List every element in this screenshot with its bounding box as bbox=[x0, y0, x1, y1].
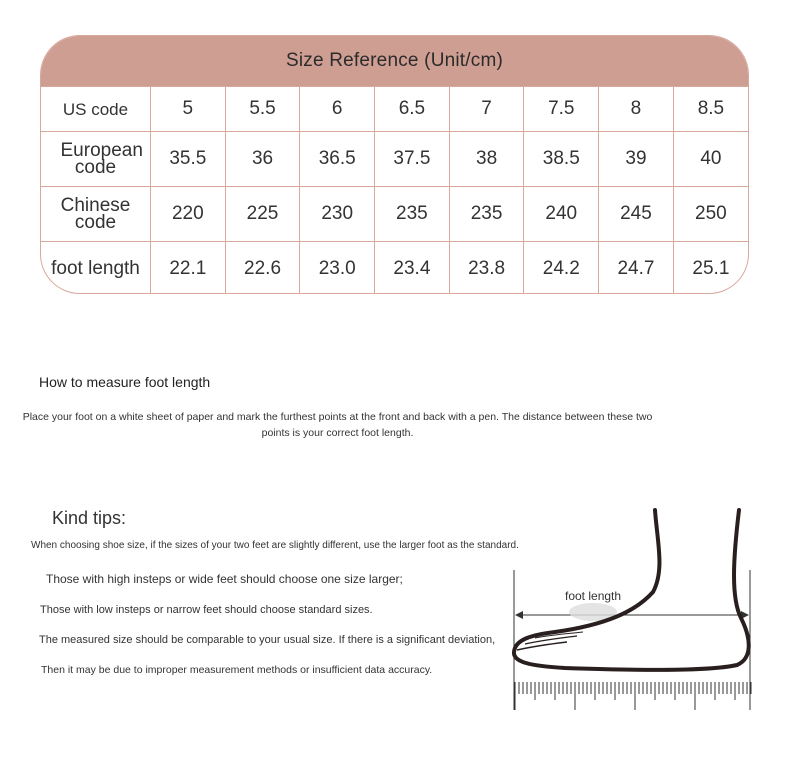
table-cell: 24.2 bbox=[524, 242, 599, 295]
row-label-us-code: US code bbox=[41, 87, 151, 132]
table-cell: 235 bbox=[449, 187, 524, 242]
table-cell: 6 bbox=[300, 87, 375, 132]
table-cell: 25.1 bbox=[692, 257, 730, 279]
table-row bbox=[41, 132, 748, 187]
table-cell: 220 bbox=[151, 187, 226, 242]
measure-instructions: Place your foot on a white sheet of paper and mark the furthest points at the front and back with a pen. The distance between these two points is your correct foot length. bbox=[22, 411, 653, 439]
row-label-chinese-code: Chinese code bbox=[41, 187, 151, 242]
table-cell: 39 bbox=[599, 132, 674, 187]
row-label-text: European code bbox=[60, 140, 143, 178]
table-cell: 7.5 bbox=[524, 87, 599, 132]
size-table-title: Size Reference (Unit/cm) bbox=[41, 36, 748, 87]
table-cell: 6.5 bbox=[375, 87, 450, 132]
tip-item: Those with low insteps or narrow feet should choose standard sizes. bbox=[40, 604, 373, 616]
size-reference-card bbox=[40, 35, 749, 294]
table-cell: 40 bbox=[673, 132, 748, 187]
table-cell: 5.5 bbox=[225, 87, 300, 132]
table-cell: 235 bbox=[375, 187, 450, 242]
foot-outline bbox=[514, 510, 749, 670]
ruler bbox=[515, 682, 751, 710]
table-cell: 38.5 bbox=[524, 132, 599, 187]
table-cell: 23.4 bbox=[375, 242, 450, 295]
table-cell: 250 bbox=[673, 187, 748, 242]
table-row bbox=[41, 242, 748, 295]
table-cell: 36 bbox=[225, 132, 300, 187]
arrow-left-head bbox=[515, 611, 523, 619]
foot-illustration bbox=[505, 500, 760, 720]
table-cell: 35.5 bbox=[151, 132, 226, 187]
tip-item: Then it may be due to improper measurement methods or insufficient data accuracy. bbox=[41, 664, 433, 676]
table-row bbox=[41, 87, 748, 132]
foot-measure-diagram bbox=[505, 500, 760, 720]
table-row bbox=[41, 187, 748, 242]
row-label-european-code bbox=[41, 132, 151, 187]
table-cell: 225 bbox=[225, 187, 300, 242]
table-cell: 5 bbox=[151, 87, 226, 132]
table-cell: 24.7 bbox=[599, 242, 674, 295]
table-cell: 22.1 bbox=[151, 242, 226, 295]
measure-heading: How to measure foot length bbox=[39, 374, 211, 390]
table-cell: 240 bbox=[524, 187, 599, 242]
toe-line bbox=[517, 642, 567, 650]
foot-length-label: foot length bbox=[565, 589, 622, 603]
table-cell: 38 bbox=[449, 132, 524, 187]
table-cell: 37.5 bbox=[375, 132, 450, 187]
table-cell: 230 bbox=[300, 187, 375, 242]
size-table bbox=[41, 87, 748, 294]
table-cell: 22.6 bbox=[225, 242, 300, 295]
row-label-foot-length: foot length bbox=[41, 242, 151, 295]
table-cell: 23.8 bbox=[449, 242, 524, 295]
table-cell: 23.0 bbox=[300, 242, 375, 295]
tip-item: Those with high insteps or wide feet should choose one size larger; bbox=[46, 572, 403, 586]
table-cell: 8.5 bbox=[673, 87, 748, 132]
tip-item: When choosing shoe size, if the sizes of your two feet are slightly different, use the larger foot as the standard. bbox=[31, 540, 519, 551]
tip-item: The measured size should be comparable to your usual size. If there is a significant deviation, bbox=[39, 634, 496, 646]
table-cell: 245 bbox=[599, 187, 674, 242]
table-cell: 7 bbox=[449, 87, 524, 132]
table-cell: 8 bbox=[599, 87, 674, 132]
tips-heading: Kind tips: bbox=[52, 508, 127, 528]
table-cell: 36.5 bbox=[300, 132, 375, 187]
